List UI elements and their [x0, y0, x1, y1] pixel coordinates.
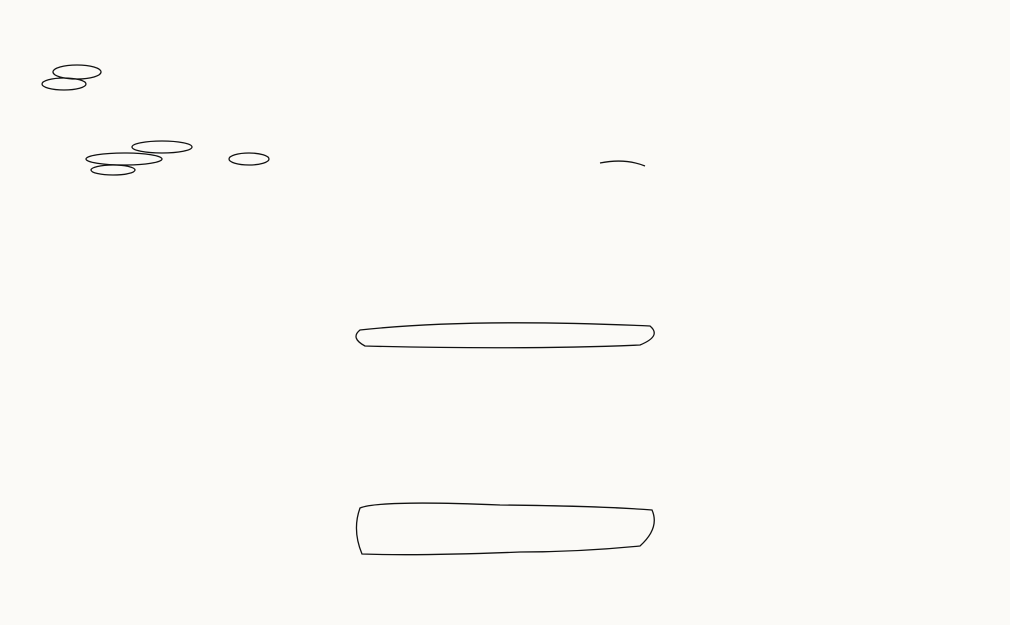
circle-grand-adjustment	[356, 323, 654, 348]
circle-loud-pedal	[53, 65, 101, 79]
circle-one-inch	[86, 153, 162, 165]
circle-grands	[229, 153, 269, 165]
underline-no-15	[600, 161, 645, 166]
circle-soft-pedal	[132, 141, 192, 153]
circle-three-eighths	[91, 165, 135, 175]
circle-three-quarter-inch	[42, 78, 86, 90]
circle-theme-setting	[356, 503, 654, 555]
